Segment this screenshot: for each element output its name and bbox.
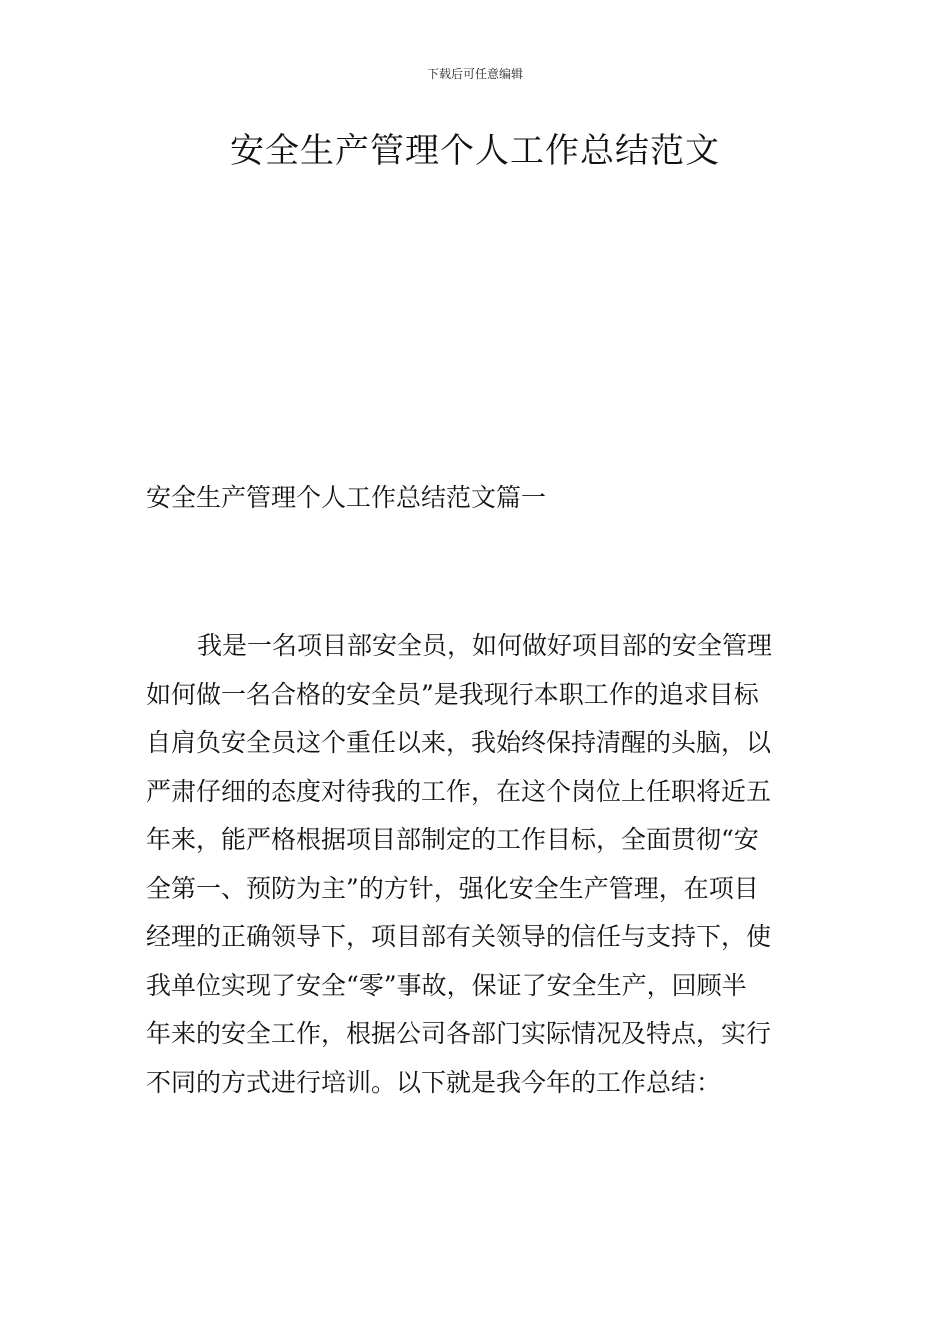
- paragraph-line: 严肃仔细的态度对待我的工作，在这个岗位上任职将近五: [146, 776, 772, 806]
- paragraph-line: 我是一名项目部安全员，如何做好项目部的安全管理: [197, 631, 773, 660]
- paragraph-line: 全第一、预防为主”的方针，强化安全生产管理，在项目: [146, 873, 759, 903]
- body-paragraph: [146, 622, 772, 1107]
- paragraph-line: 年来的安全工作，根据公司各部门实际情况及特点，实行: [146, 1019, 772, 1048]
- document-title: 安全生产管理个人工作总结范文: [230, 131, 720, 171]
- paragraph-line: 经理的正确领导下，项目部有关领导的信任与支持下，使: [146, 922, 772, 951]
- paragraph-line: 如何做一名合格的安全员”是我现行本职工作的追求目标: [146, 679, 759, 709]
- paragraph-line: 自肩负安全员这个重任以来，我始终保持清醒的头脑，以: [146, 728, 772, 757]
- header-note: 下载后可任意编辑: [426, 67, 523, 81]
- paragraph-line: 年来，能严格根据项目部制定的工作目标，全面贯彻“安: [146, 825, 759, 854]
- paragraph-line: 不同的方式进行培训。以下就是我今年的工作总结：: [146, 1067, 722, 1097]
- paragraph-line: 我单位实现了安全“零”事故，保证了安全生产，回顾半: [146, 970, 747, 1000]
- section-heading: 安全生产管理个人工作总结范文篇一: [146, 483, 547, 512]
